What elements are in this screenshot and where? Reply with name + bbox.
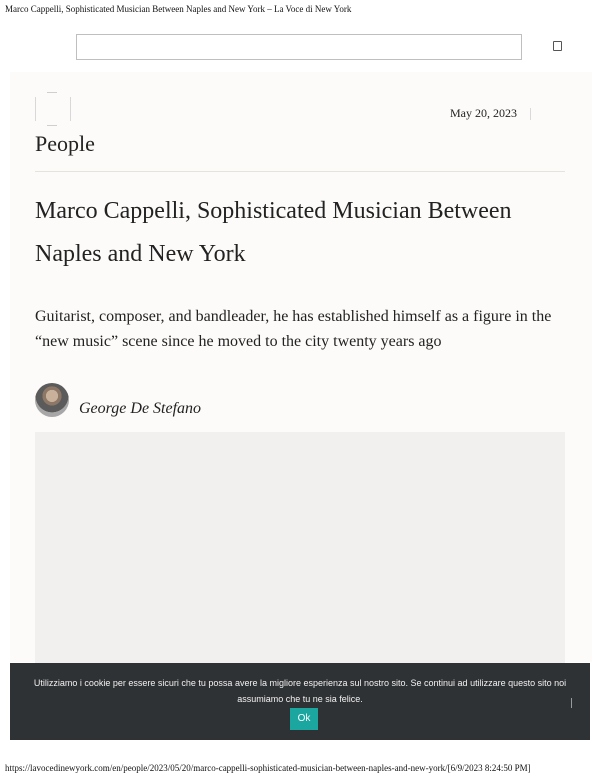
- article-subtitle: Guitarist, composer, and bandleader, he has established himself as a figure in the “new music” scene since he moved to the city twenty years ago: [35, 308, 552, 350]
- article-title: Marco Cappelli, Sophisticated Musician Between Naples and New York: [35, 198, 512, 267]
- cookie-notice: [10, 663, 590, 740]
- logo-frame: [35, 97, 71, 121]
- author-avatar[interactable]: [35, 383, 69, 417]
- publish-date: May 20, 2023: [450, 106, 517, 120]
- featured-image: [35, 432, 565, 664]
- divider: [530, 108, 531, 120]
- logo-bottom-mark: [47, 125, 57, 126]
- search-input[interactable]: [76, 34, 522, 60]
- site-logo[interactable]: [35, 92, 71, 126]
- print-page-title: Marco Cappelli, Sophisticated Musician Between Naples and New York – La Voce di New York: [5, 4, 352, 14]
- print-page-url: https://lavocedinewyork.com/en/people/2023/05/20/marco-cappelli-sophisticated-musician-between-naples-and-new-york/[6/9/2023 8:24:50 PM]: [5, 763, 531, 773]
- cookie-notice-text: Utilizziamo i cookie per essere sicuri che tu possa avere la migliore esperienza sul nostro sito. Se continui ad utilizzare questo sito noi assumiamo che tu ne sia felice.: [33, 678, 567, 704]
- cookie-ok-button[interactable]: Ok: [290, 708, 318, 730]
- close-icon[interactable]: [571, 698, 572, 708]
- search-icon[interactable]: [553, 41, 562, 51]
- category-label[interactable]: People: [35, 131, 95, 156]
- divider: [35, 171, 565, 172]
- logo-top-mark: [47, 92, 57, 93]
- author-name[interactable]: George De Stefano: [79, 400, 202, 417]
